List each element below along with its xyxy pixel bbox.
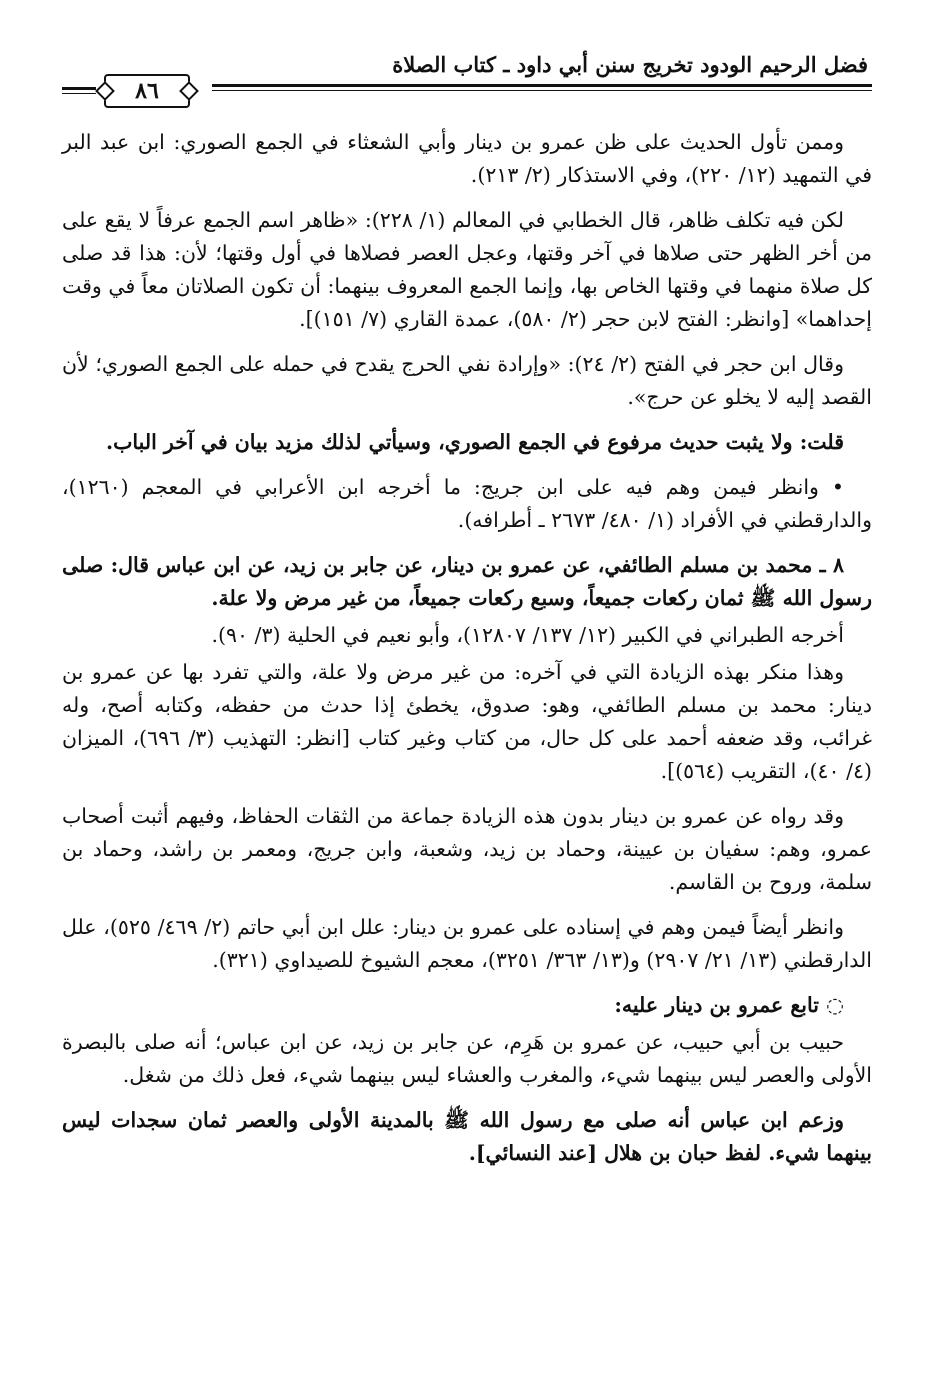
page — [62, 40, 872, 1340]
header-rule — [212, 84, 872, 91]
paragraph: وانظر أيضاً فيمن وهم في إسناده على عمرو بن دينار: علل ابن أبي حاتم (٢/ ٤٦٩/ ٥٢٥)، علل الدارقطني (١٣/ ٢١/ ٢٩٠٧) و(١٣/ ٣٦٣/ ٣٢٥١)، معجم الشيوخ للصيداوي (٣٢١). — [62, 915, 872, 972]
paragraph: لكن فيه تكلف ظاهر، قال الخطابي في المعالم (١/ ٢٢٨): «ظاهر اسم الجمع عرفاً لا يقع على من أخر الظهر حتى صلاها في آخر وقتها، وعجل العصر فصلاها في أول وقتها؛ لأن: هذا قد صلى كل صلاة منهما في وقتها الخاص بها، وإنما الجمع المعروف بينهما: أن تكون الصلاتان معاً في وقت إحداهما» [وانظر: الفتح لابن حجر (٢/ ٥٨٠)، عمدة القاري (٧/ ١٥١)]. — [62, 208, 872, 331]
bullet-paragraph: • وانظر فيمن وهم فيه على ابن جريج: ما أخرجه ابن الأعرابي في المعجم (١٢٦٠)، والدارقطني في الأفراد (١/ ٤٨٠/ ٢٦٧٣ ـ أطرافه). — [62, 475, 872, 532]
header-rule-left — [62, 87, 96, 94]
paragraph: وزعم ابن عباس أنه صلى مع رسول الله ﷺ بالمدينة الأولى والعصر ثمان سجدات ليس بينهما شيء. لفظ حبان بن هلال [عند النسائي]. — [62, 1108, 872, 1165]
paragraph: وممن تأول الحديث على ظن عمرو بن دينار وأبي الشعثاء في الجمع الصوري: ابن عبد البر في التمهيد (١٢/ ٢٢٠)، وفي الاستذكار (٢/ ٢١٣). — [62, 130, 872, 187]
paragraph: وقد رواه عن عمرو بن دينار بدون هذه الزيادة جماعة من الثقات الحفاظ، وفيهم أثبت أصحاب عمرو، وهم: سفيان بن عيينة، وحماد بن زيد، وشعبة، وابن جريج، ومعمر بن راشد، وحماد بن سلمة، وروح بن القاسم. — [62, 804, 872, 894]
page-header — [62, 40, 872, 110]
paragraph: أخرجه الطبراني في الكبير (١٢/ ١٣٧/ ١٢٨٠٧)، وأبو نعيم في الحلية (٣/ ٩٠). — [211, 623, 844, 647]
paragraph: وهذا منكر بهذه الزيادة التي في آخره: من غير مرض ولا علة، والتي تفرد بها عن عمرو بن دينار: محمد بن مسلم الطائفي، وهو: صدوق، يخطئ إذا حدث من حفظه، وكتابه أصح، وله غرائب، وقد ضعفه أحمد على كل حال، من كتاب وغير كتاب [انظر: التهذيب (٣/ ٦٩٦)، الميزان (٤/ ٤٠)، التقريب (٥٦٤)]. — [62, 660, 872, 783]
paragraph: حبيب بن أبي حبيب، عن عمرو بن هَرِم، عن جابر بن زيد، عن ابن عباس؛ أنه صلى بالبصرة الأولى والعصر ليس بينهما شيء، والمغرب والعشاء ليس بينهما شيء، فعل ذلك من شغل. — [62, 1030, 872, 1087]
page-body — [62, 126, 872, 1170]
paragraph: قلت: ولا يثبت حديث مرفوع في الجمع الصوري، وسيأتي لذلك مزيد بيان في آخر الباب. — [105, 430, 844, 454]
page-number-badge: ٨٦ — [104, 74, 190, 108]
hadith-paragraph: ٨ ـ محمد بن مسلم الطائفي، عن عمرو بن دينار، عن جابر بن زيد، عن ابن عباس قال: صلى رسول الله ﷺ ثمان ركعات جميعاً، وسبع ركعات جميعاً، من غير مرض ولا علة. — [62, 553, 872, 610]
running-title: فضل الرحيم الودود تخريج سنن أبي داود ـ كتاب الصلاة — [392, 52, 868, 77]
section-heading: ◌ تابع عمرو بن دينار عليه: — [614, 993, 844, 1017]
paragraph: وقال ابن حجر في الفتح (٢/ ٢٤): «وإرادة نفي الحرج يقدح في حمله على الجمع الصوري؛ لأن القصد إليه لا يخلو عن حرج». — [62, 352, 872, 409]
